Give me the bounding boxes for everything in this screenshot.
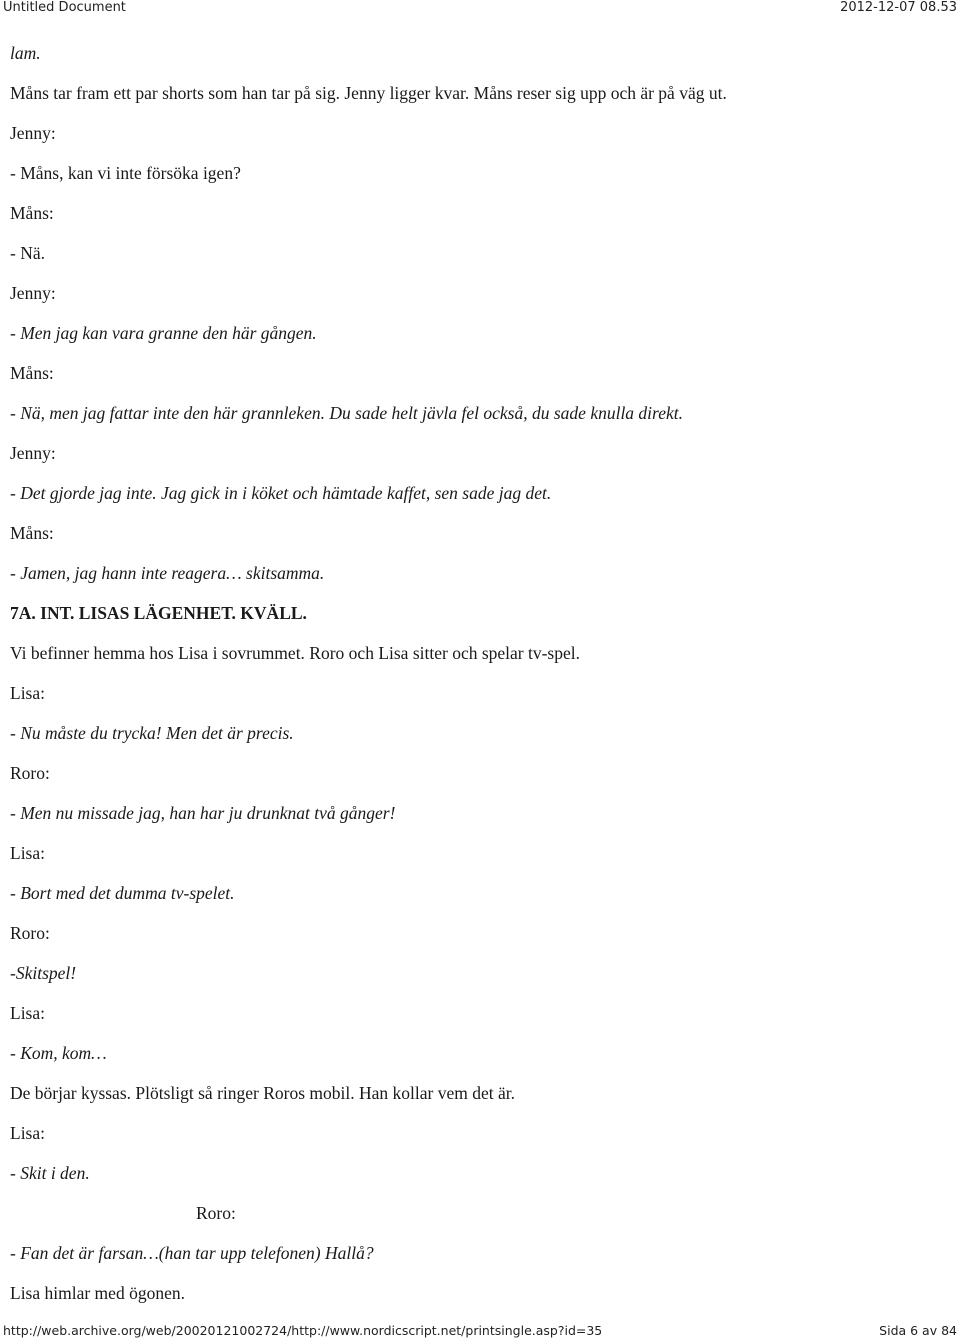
character-name: Lisa: bbox=[10, 1123, 45, 1143]
source-url: http://web.archive.org/web/20020121002724/http://www.nordicscript.net/printsingle.asp?id=35 bbox=[3, 1323, 603, 1338]
dialogue-line: - Kom, kom… bbox=[10, 1043, 107, 1063]
character-name: Lisa: bbox=[10, 843, 45, 863]
action-line: Måns tar fram ett par shorts som han tar på sig. Jenny ligger kvar. Måns reser sig upp och är på väg ut. bbox=[10, 83, 727, 103]
character-name: Roro: bbox=[196, 1203, 236, 1223]
dialogue-line: - Det gjorde jag inte. Jag gick in i köket och hämtade kaffet, sen sade jag det. bbox=[10, 483, 552, 503]
dialogue-line: - Men jag kan vara granne den här gången. bbox=[10, 323, 317, 343]
dialogue-line: - Men nu missade jag, han har ju drunknat två gånger! bbox=[10, 803, 396, 823]
character-name: Roro: bbox=[10, 763, 50, 783]
document-title: Untitled Document bbox=[3, 0, 126, 15]
dialogue-line: - Nä, men jag fattar inte den här grannleken. Du sade helt jävla fel också, du sade knulla direkt. bbox=[10, 403, 683, 423]
action-line: De börjar kyssas. Plötsligt så ringer Roros mobil. Han kollar vem det är. bbox=[10, 1083, 515, 1103]
character-name: Jenny: bbox=[10, 283, 56, 303]
character-name: Jenny: bbox=[10, 443, 56, 463]
dialogue-line: -Skitspel! bbox=[10, 963, 77, 983]
print-header bbox=[0, 0, 960, 16]
character-name: Måns: bbox=[10, 523, 54, 543]
action-line: Vi befinner hemma hos Lisa i sovrummet. Roro och Lisa sitter och spelar tv-spel. bbox=[10, 643, 580, 663]
page-number: Sida 6 av 84 bbox=[879, 1323, 957, 1338]
character-name: Lisa: bbox=[10, 1003, 45, 1023]
action-line: Lisa himlar med ögonen. bbox=[10, 1283, 185, 1303]
scene-heading: 7A. INT. LISAS LÄGENHET. KVÄLL. bbox=[10, 603, 307, 623]
character-name: Måns: bbox=[10, 203, 54, 223]
character-name: Måns: bbox=[10, 363, 54, 383]
dialogue-line: - Nu måste du trycka! Men det är precis. bbox=[10, 723, 294, 743]
dialogue-line: - Skit i den. bbox=[10, 1163, 90, 1183]
dialogue-line: - Jamen, jag hann inte reagera… skitsamma. bbox=[10, 563, 325, 583]
dialogue-line: - Fan det är farsan…(han tar upp telefonen) Hallå? bbox=[10, 1243, 374, 1263]
print-datetime: 2012-12-07 08.53 bbox=[840, 0, 957, 15]
dialogue-line: - Bort med det dumma tv-spelet. bbox=[10, 883, 235, 903]
dialogue-line: - Måns, kan vi inte försöka igen? bbox=[10, 163, 241, 183]
character-name: Jenny: bbox=[10, 123, 56, 143]
dialogue-line: - Nä. bbox=[10, 243, 45, 263]
character-name: Roro: bbox=[10, 923, 50, 943]
dialogue-line: lam. bbox=[10, 43, 41, 63]
script-body bbox=[10, 40, 950, 1320]
character-name: Lisa: bbox=[10, 683, 45, 703]
print-footer bbox=[0, 1323, 960, 1341]
